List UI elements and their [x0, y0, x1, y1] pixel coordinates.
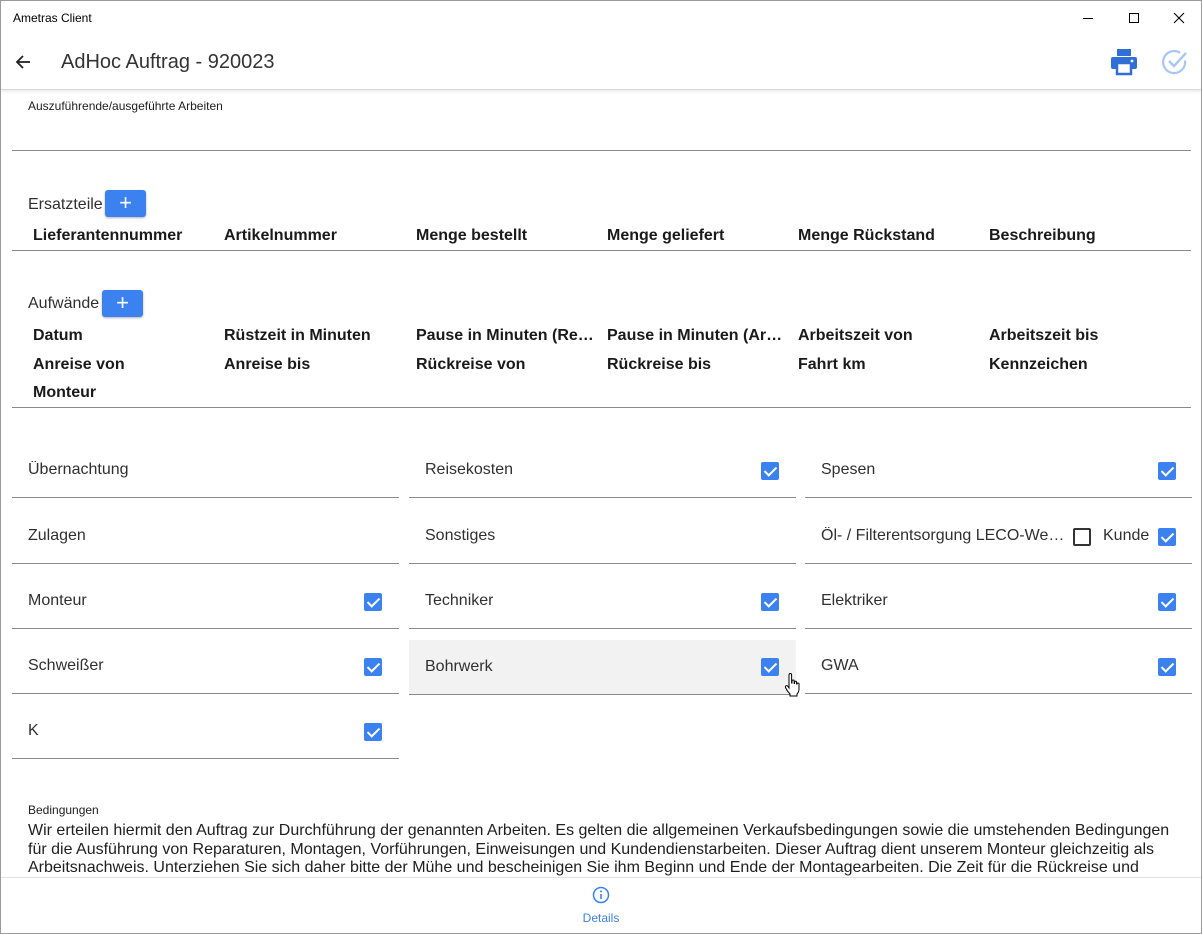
column-header: Lieferantennummer [33, 227, 183, 244]
field-label: Übernachtung [28, 461, 129, 478]
field-reisekosten[interactable] [409, 440, 796, 498]
column-header: Beschreibung [989, 227, 1096, 244]
field-oel-filterentsorgung[interactable] [805, 506, 1192, 564]
bedingungen-text: Wir erteilen hiermit den Auftrag zur Durchführung der genannten Arbeiten. Es gelten die allgemeinen Verkaufsbedingungen sowie die umstehenden Bedingungen für die Ausführung von Reparaturen, Montagen, Vorführungen, Einweisungen und Kundendienstarbeiten. Dieser Auftrag dient unserem Monteur gleichzeitig als Arbeitsnachweis. Unterziehen Sie sich daher bitte der Mühe und bescheinigen Sie ihm Beginn und Ende der Montagearbeiten. Die Zeit für die Rückreise und [28, 822, 1170, 876]
close-window-button[interactable] [1156, 1, 1202, 34]
techniker-checkbox[interactable] [761, 593, 779, 611]
reisekosten-checkbox[interactable] [761, 462, 779, 480]
field-label: Zulagen [28, 527, 86, 544]
field-label: GWA [821, 657, 859, 674]
details-label: Details [582, 911, 620, 925]
oel-filterentsorgung-checkbox[interactable] [1073, 528, 1091, 546]
check-circle-icon [1161, 48, 1189, 76]
content-area [1, 91, 1201, 877]
field-k[interactable] [12, 701, 399, 759]
field-spesen[interactable] [805, 440, 1192, 498]
field-label: Spesen [821, 461, 876, 478]
column-header: Pause in Minuten (Re… [416, 327, 594, 344]
title-bar [1, 1, 1201, 34]
spesen-checkbox[interactable] [1158, 462, 1176, 480]
column-header: Kennzeichen [989, 356, 1088, 373]
column-header: Rüstzeit in Minuten [224, 327, 371, 344]
page-title: AdHoc Auftrag - 920023 [61, 51, 275, 73]
complete-button[interactable] [1158, 46, 1192, 78]
field-label: Elektriker [821, 592, 888, 609]
close-icon [1173, 12, 1185, 24]
monteur-checkbox[interactable] [364, 593, 382, 611]
field-zulagen[interactable] [12, 506, 399, 564]
field-label: Schweißer [28, 657, 104, 674]
field-label: Öl- / Filterentsorgung LECO-We… [821, 527, 1065, 544]
bohrwerk-checkbox[interactable] [761, 658, 779, 676]
field-elektriker[interactable] [805, 571, 1192, 629]
back-button[interactable] [9, 48, 37, 76]
column-header: Arbeitszeit von [798, 327, 913, 344]
field-uebernachtung[interactable] [12, 440, 399, 498]
column-header: Rückreise bis [607, 356, 712, 373]
aufwaende-label: Aufwände [28, 295, 100, 312]
column-header: Menge geliefert [607, 227, 725, 244]
field-sonstiges[interactable] [409, 506, 796, 564]
arbeiten-label: Auszuführende/ausgeführte Arbeiten [28, 99, 223, 113]
back-arrow-icon [14, 53, 32, 71]
bedingungen-label: Bedingungen [28, 803, 99, 817]
info-icon [592, 886, 610, 904]
field-label: Reisekosten [425, 461, 514, 478]
column-header: Rückreise von [416, 356, 526, 373]
printer-icon [1109, 48, 1139, 76]
add-ersatzteil-button[interactable]: + [105, 190, 146, 217]
column-header: Pause in Minuten (Ar… [607, 327, 783, 344]
field-label: Sonstiges [425, 527, 496, 544]
schweisser-checkbox[interactable] [364, 658, 382, 676]
field-label: K [28, 722, 39, 739]
gwa-checkbox[interactable] [1158, 658, 1176, 676]
field-gwa[interactable] [805, 636, 1192, 694]
column-header: Arbeitszeit bis [989, 327, 1099, 344]
column-header: Monteur [33, 384, 97, 401]
divider [12, 250, 1191, 251]
column-header: Menge bestellt [416, 227, 528, 244]
k-checkbox[interactable] [364, 723, 382, 741]
column-header: Datum [33, 327, 83, 344]
column-header: Fahrt km [798, 356, 866, 373]
field-techniker[interactable] [409, 571, 796, 629]
add-aufwand-button[interactable]: + [102, 290, 143, 317]
column-header: Artikelnummer [224, 227, 337, 244]
elektriker-checkbox[interactable] [1158, 593, 1176, 611]
ersatzteile-label: Ersatzteile [28, 196, 103, 213]
app-header [1, 34, 1201, 90]
column-header: Anreise bis [224, 356, 311, 373]
kunde-label: Kunde [1103, 527, 1150, 544]
column-header: Menge Rückstand [798, 227, 935, 244]
column-header: Anreise von [33, 356, 125, 373]
maximize-button[interactable] [1111, 1, 1157, 34]
divider [12, 407, 1191, 408]
field-label: Monteur [28, 592, 87, 609]
bottom-navigation [1, 877, 1201, 934]
print-button[interactable] [1107, 46, 1141, 78]
mouse-cursor-hand-icon [784, 673, 800, 697]
field-monteur[interactable] [12, 571, 399, 629]
window-title: Ametras Client [13, 11, 92, 25]
minimize-icon [1082, 12, 1094, 24]
tab-details[interactable] [573, 886, 629, 930]
field-bohrwerk[interactable] [409, 640, 796, 695]
field-schweisser[interactable] [12, 636, 399, 694]
arbeiten-input-line[interactable] [12, 150, 1191, 151]
field-label: Techniker [425, 592, 494, 609]
kunde-checkbox[interactable] [1158, 528, 1176, 546]
maximize-icon [1128, 12, 1140, 24]
field-label: Bohrwerk [425, 658, 493, 675]
minimize-button[interactable] [1065, 1, 1111, 34]
